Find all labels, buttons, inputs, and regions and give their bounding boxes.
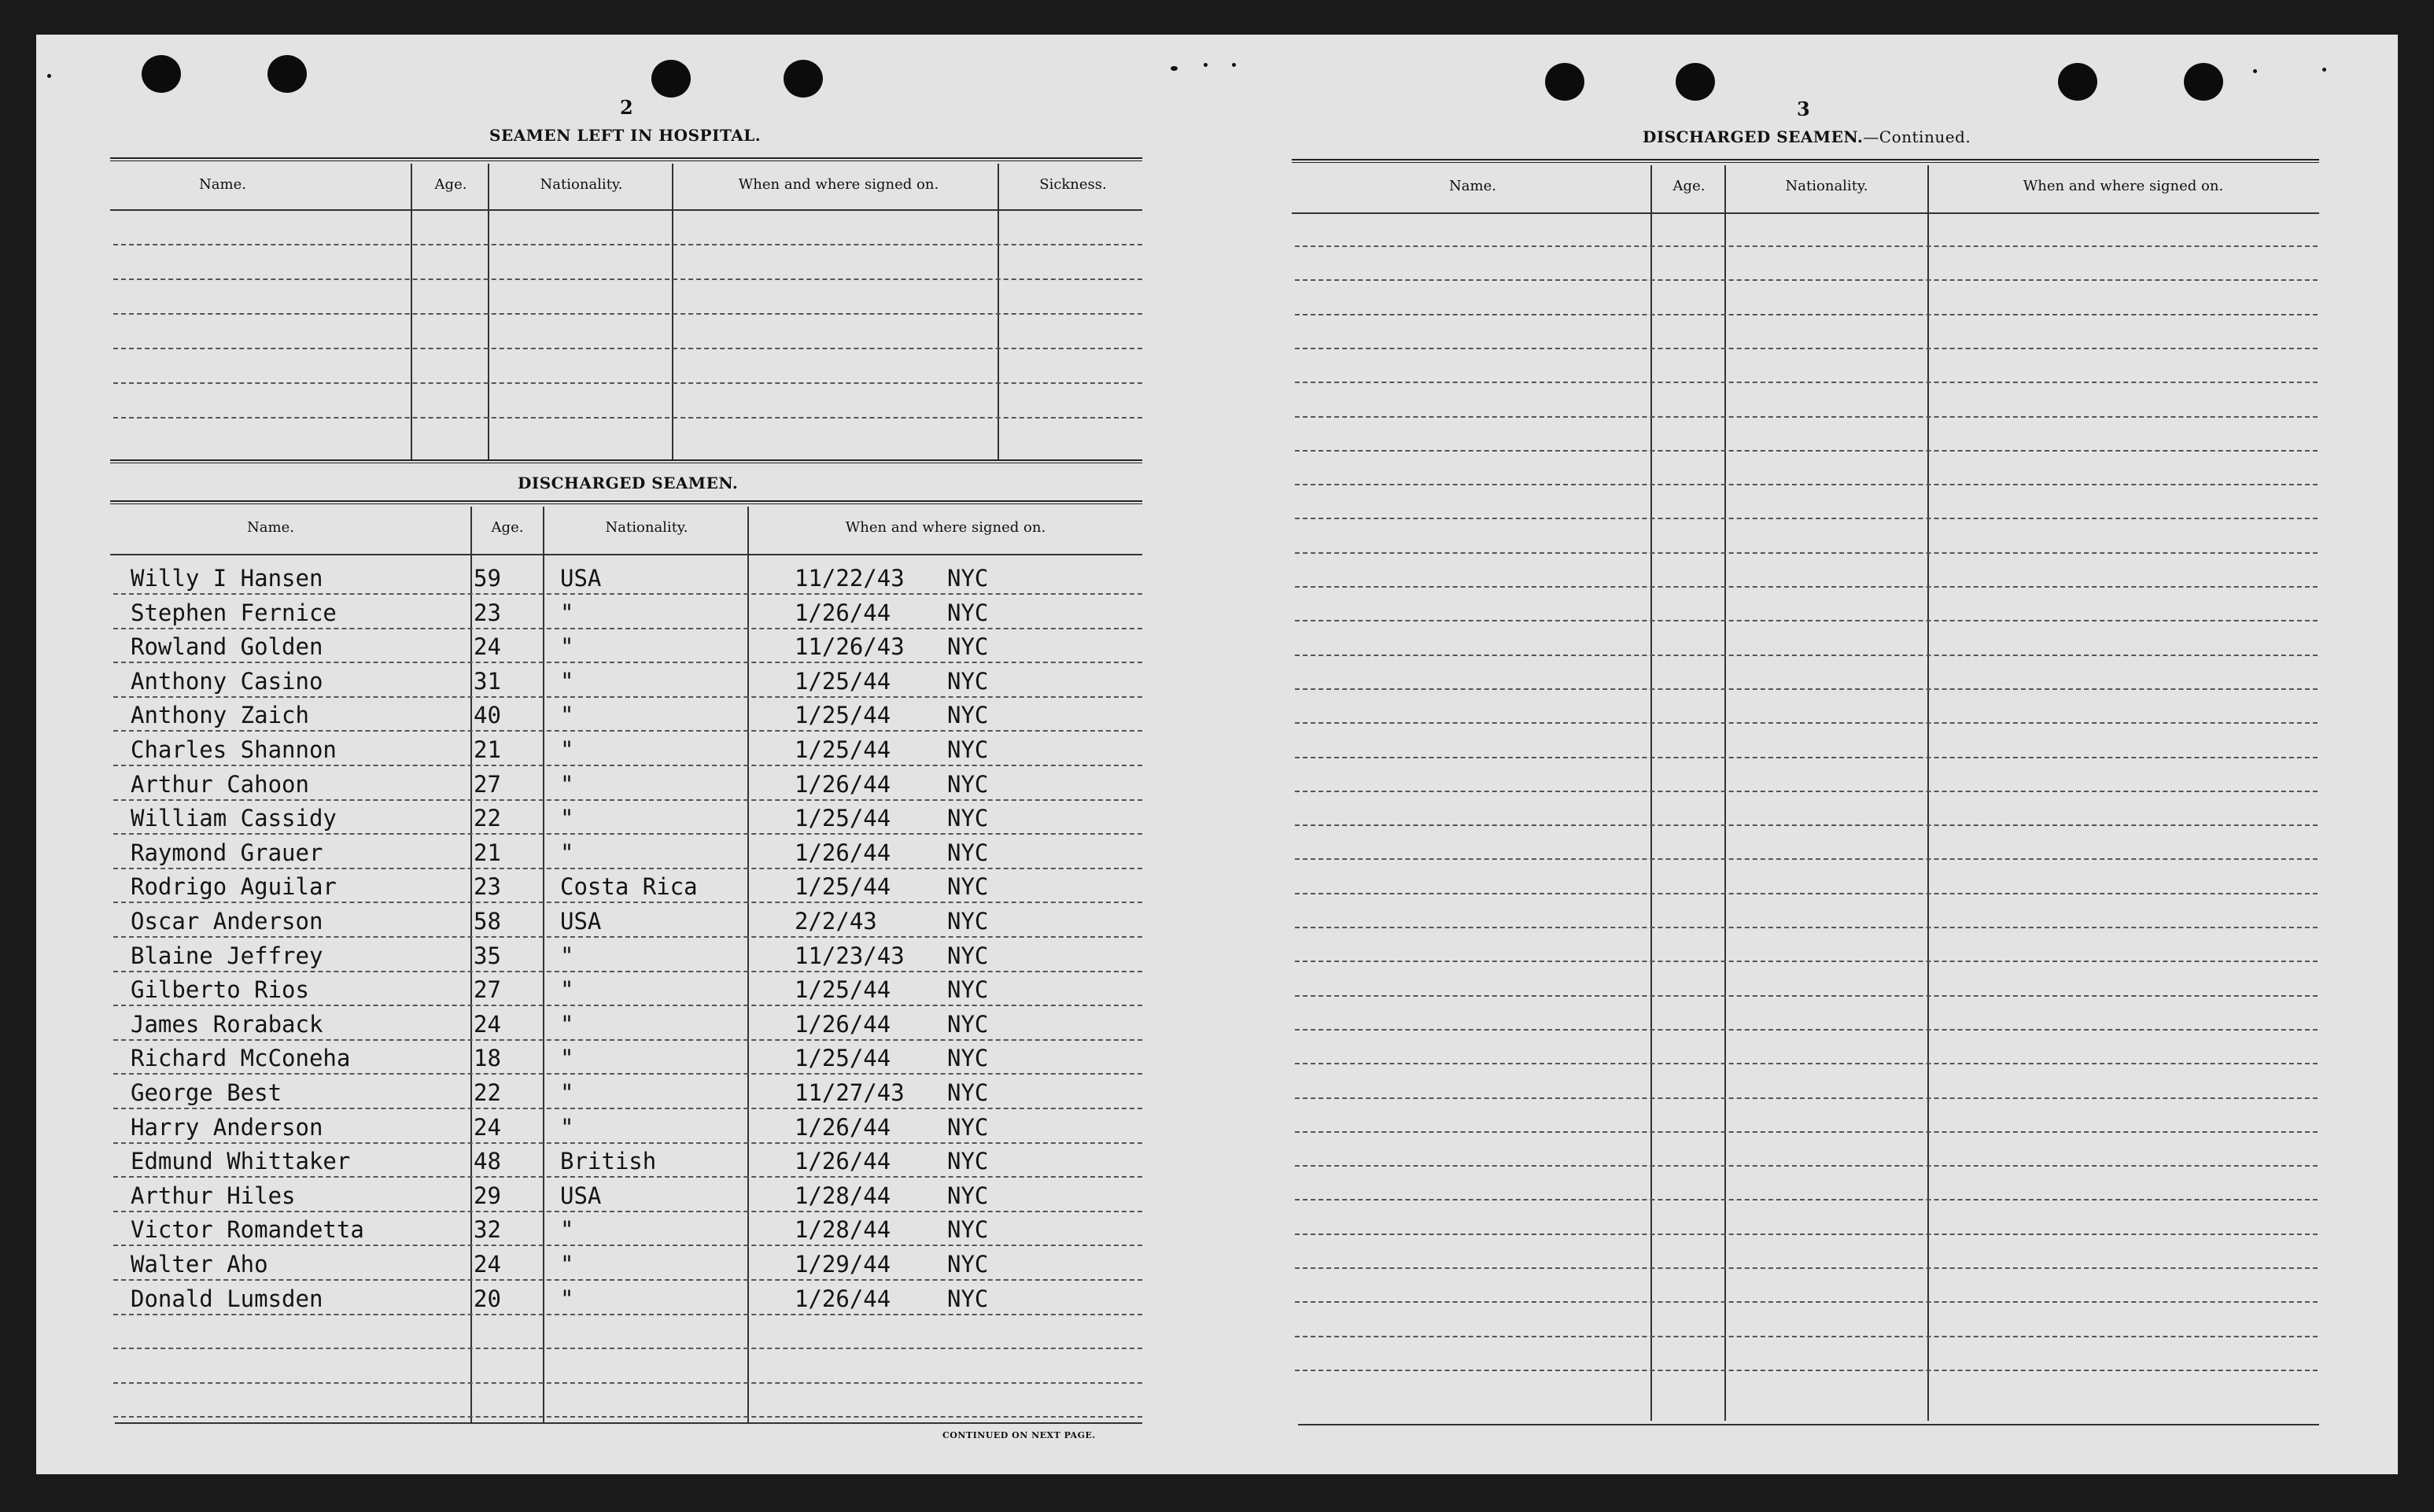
ruled-line	[1295, 1063, 2318, 1064]
ruled-line	[1295, 1301, 2318, 1303]
hospital-header-signed-on: When and where signed on.	[738, 176, 939, 193]
ruled-line	[1295, 757, 2318, 758]
signed-on-place: NYC	[947, 1285, 989, 1312]
seaman-name: Oscar Anderson	[131, 908, 323, 935]
hospital-header-age: Age.	[434, 176, 467, 193]
ruled-line	[1295, 348, 2318, 349]
ruled-line	[1295, 688, 2318, 690]
seaman-nationality: "	[560, 1010, 574, 1038]
ruled-line	[1295, 245, 2318, 247]
signed-on-date: 1/25/44	[795, 976, 891, 1004]
signed-on-date: 1/28/44	[795, 1216, 891, 1244]
ruled-line	[113, 868, 1142, 869]
discharged-col-divider	[470, 507, 472, 1422]
signed-on-date: 1/29/44	[795, 1251, 891, 1278]
ruled-line	[1295, 927, 2318, 928]
seaman-age: 18	[474, 1045, 501, 1072]
hospital-col-divider	[998, 164, 999, 459]
hospital-header-name: Name.	[199, 176, 246, 193]
signed-on-date: 1/26/44	[795, 599, 891, 626]
ruled-line	[1295, 1097, 2318, 1099]
ruled-line	[113, 1382, 1142, 1384]
hospital-header-rule	[110, 209, 1142, 211]
hospital-col-divider	[411, 164, 412, 459]
hospital-header-sickness: Sickness.	[1039, 176, 1107, 193]
seaman-age: 24	[474, 1113, 501, 1141]
seaman-nationality: USA	[560, 908, 602, 935]
seaman-nationality: "	[560, 633, 574, 661]
page-number: 3	[1797, 98, 1810, 120]
seaman-name: Richard McConeha	[131, 1045, 351, 1072]
seaman-age: 59	[474, 565, 501, 592]
seaman-nationality: "	[560, 599, 574, 626]
ruled-line	[113, 1314, 1142, 1315]
page-number: 2	[620, 96, 633, 119]
ruled-line	[1295, 791, 2318, 792]
ruled-line	[113, 1039, 1142, 1041]
ruled-line	[113, 765, 1142, 766]
signed-on-place: NYC	[947, 1010, 989, 1038]
signed-on-place: NYC	[947, 1113, 989, 1141]
signed-on-place: NYC	[947, 1079, 989, 1106]
signed-on-place: NYC	[947, 1251, 989, 1278]
ruled-line	[113, 1073, 1142, 1075]
signed-on-place: NYC	[947, 599, 989, 626]
seaman-name: Victor Romandetta	[131, 1216, 364, 1244]
ruled-line	[1295, 518, 2318, 519]
hospital-col-divider	[488, 164, 489, 459]
seaman-name: Willy I Hansen	[131, 565, 323, 592]
signed-on-place: NYC	[947, 942, 989, 969]
seaman-nationality: Costa Rica	[560, 873, 698, 901]
signed-on-place: NYC	[947, 702, 989, 729]
ruled-line	[113, 348, 1142, 349]
ruled-line	[113, 1416, 1142, 1418]
signed-on-place: NYC	[947, 770, 989, 798]
signed-on-date: 11/27/43	[795, 1079, 905, 1106]
ruled-line	[1295, 1234, 2318, 1235]
speck	[1232, 63, 1236, 67]
seaman-name: Arthur Hiles	[131, 1182, 296, 1209]
signed-on-place: NYC	[947, 1148, 989, 1175]
seaman-nationality: "	[560, 976, 574, 1004]
signed-on-date: 11/26/43	[795, 633, 905, 661]
signed-on-place: NYC	[947, 565, 989, 592]
seaman-nationality: British	[560, 1148, 657, 1175]
seaman-nationality: "	[560, 702, 574, 729]
discharged-header-nationality: Nationality.	[605, 519, 688, 536]
seaman-name: Anthony Zaich	[131, 702, 309, 729]
signed-on-place: NYC	[947, 873, 989, 901]
ruled-line	[1295, 1131, 2318, 1133]
signed-on-date: 1/25/44	[795, 667, 891, 695]
seaman-name: Walter Aho	[131, 1251, 268, 1278]
hospital-section-title: SEAMEN LEFT IN HOSPITAL.	[489, 126, 762, 145]
seaman-age: 58	[474, 908, 501, 935]
signed-on-date: 1/26/44	[795, 1010, 891, 1038]
seaman-name: Raymond Grauer	[131, 839, 323, 866]
ruled-line	[1295, 722, 2318, 724]
ruled-line	[1295, 1370, 2318, 1371]
ruled-line	[1295, 1267, 2318, 1269]
ruled-line	[113, 1211, 1142, 1212]
speck	[47, 74, 51, 78]
right-page	[1219, 35, 2398, 1474]
punch-hole	[784, 60, 823, 98]
seaman-nationality: "	[560, 1285, 574, 1312]
continued-top-rule	[1292, 159, 2319, 163]
signed-on-date: 1/25/44	[795, 736, 891, 763]
discharged-col-divider	[543, 507, 544, 1422]
ruled-line	[113, 417, 1142, 419]
signed-on-date: 1/26/44	[795, 770, 891, 798]
continued-col-divider	[1650, 165, 1652, 1421]
ruled-line	[113, 696, 1142, 698]
seaman-name: George Best	[131, 1079, 282, 1106]
seaman-name: Rodrigo Aguilar	[131, 873, 337, 901]
ruled-line	[113, 662, 1142, 663]
continued-col-divider	[1724, 165, 1726, 1421]
ruled-line	[1295, 961, 2318, 962]
ruled-line	[113, 313, 1142, 315]
seaman-name: Gilberto Rios	[131, 976, 309, 1004]
ruled-line	[113, 833, 1142, 835]
seaman-nationality: "	[560, 1113, 574, 1141]
seaman-name: Edmund Whittaker	[131, 1148, 351, 1175]
seaman-age: 31	[474, 667, 501, 695]
seaman-name: James Roraback	[131, 1010, 323, 1038]
seaman-age: 20	[474, 1285, 501, 1312]
ruled-line	[113, 278, 1142, 280]
seaman-age: 23	[474, 873, 501, 901]
seaman-name: Stephen Fernice	[131, 599, 337, 626]
seaman-age: 27	[474, 976, 501, 1004]
ruled-line	[113, 902, 1142, 903]
ruled-line	[113, 799, 1142, 801]
seaman-age: 35	[474, 942, 501, 969]
signed-on-date: 2/2/43	[795, 908, 877, 935]
ruled-line	[113, 593, 1142, 595]
punch-hole	[2184, 63, 2223, 101]
signed-on-date: 1/26/44	[795, 1148, 891, 1175]
seaman-age: 23	[474, 599, 501, 626]
discharged-bottom-rule	[115, 1422, 1142, 1424]
continued-header-rule	[1292, 212, 2319, 214]
ruled-line	[1295, 314, 2318, 315]
ruled-line	[113, 730, 1142, 732]
continued-header-nationality: Nationality.	[1785, 178, 1868, 194]
ruled-line	[1295, 1336, 2318, 1337]
left-page	[36, 35, 1219, 1474]
continued-header-age: Age.	[1672, 178, 1706, 194]
punch-hole	[267, 55, 307, 93]
seaman-name: William Cassidy	[131, 805, 337, 832]
signed-on-date: 1/25/44	[795, 873, 891, 901]
signed-on-place: NYC	[947, 805, 989, 832]
ruled-line	[113, 1142, 1142, 1144]
ruled-line	[1295, 382, 2318, 383]
continued-header-name: Name.	[1449, 178, 1496, 194]
signed-on-place: NYC	[947, 667, 989, 695]
discharged-header-age: Age.	[491, 519, 524, 536]
seaman-nationality: USA	[560, 565, 602, 592]
hospital-top-rule	[110, 157, 1142, 161]
ruled-line	[113, 936, 1142, 938]
ruled-line	[1295, 450, 2318, 452]
signed-on-date: 1/28/44	[795, 1182, 891, 1209]
hospital-bottom-rule	[110, 459, 1142, 463]
seaman-name: Rowland Golden	[131, 633, 323, 661]
continued-footer: CONTINUED ON NEXT PAGE.	[942, 1430, 1096, 1440]
ruled-line	[113, 1108, 1142, 1109]
signed-on-date: 1/26/44	[795, 1113, 891, 1141]
seaman-age: 22	[474, 1079, 501, 1106]
seaman-name: Donald Lumsden	[131, 1285, 323, 1312]
ruled-line	[1295, 1029, 2318, 1031]
seaman-age: 22	[474, 805, 501, 832]
signed-on-place: NYC	[947, 1182, 989, 1209]
seaman-age: 32	[474, 1216, 501, 1244]
signed-on-place: NYC	[947, 633, 989, 661]
discharged-top-rule	[110, 500, 1142, 504]
ruled-line	[1295, 858, 2318, 860]
signed-on-date: 11/22/43	[795, 565, 905, 592]
signed-on-place: NYC	[947, 976, 989, 1004]
hospital-col-divider	[672, 164, 673, 459]
ruled-line	[1295, 552, 2318, 554]
signed-on-place: NYC	[947, 736, 989, 763]
seaman-age: 21	[474, 736, 501, 763]
seaman-name: Arthur Cahoon	[131, 770, 309, 798]
ruled-line	[113, 382, 1142, 384]
ruled-line	[113, 244, 1142, 245]
continued-header-signed-on: When and where signed on.	[2023, 178, 2224, 194]
discharged-col-divider	[747, 507, 749, 1422]
signed-on-date: 1/25/44	[795, 1045, 891, 1072]
hospital-header-nationality: Nationality.	[540, 176, 623, 193]
signed-on-date: 1/26/44	[795, 1285, 891, 1312]
seaman-name: Anthony Casino	[131, 667, 323, 695]
seaman-age: 40	[474, 702, 501, 729]
ruled-line	[113, 1348, 1142, 1349]
speck	[2322, 68, 2326, 72]
ruled-line	[1295, 586, 2318, 588]
seaman-nationality: "	[560, 1079, 574, 1106]
signed-on-date: 1/26/44	[795, 839, 891, 866]
seaman-age: 24	[474, 1010, 501, 1038]
ruled-line	[113, 1005, 1142, 1006]
continued-col-divider	[1927, 165, 1929, 1421]
ruled-line	[113, 1279, 1142, 1281]
signed-on-place: NYC	[947, 839, 989, 866]
seaman-age: 24	[474, 633, 501, 661]
seaman-nationality: "	[560, 770, 574, 798]
seaman-name: Harry Anderson	[131, 1113, 323, 1141]
punch-hole	[142, 55, 181, 93]
signed-on-date: 1/25/44	[795, 702, 891, 729]
punch-hole	[1545, 63, 1584, 101]
ruled-line	[1295, 893, 2318, 894]
seaman-nationality: "	[560, 667, 574, 695]
speck	[1204, 63, 1208, 67]
seaman-nationality: "	[560, 736, 574, 763]
punch-hole	[651, 60, 691, 98]
discharged-header-signed-on: When and where signed on.	[845, 519, 1046, 536]
signed-on-place: NYC	[947, 908, 989, 935]
signed-on-place: NYC	[947, 1045, 989, 1072]
ruled-line	[1295, 655, 2318, 656]
seaman-name: Blaine Jeffrey	[131, 942, 323, 969]
seaman-nationality: "	[560, 839, 574, 866]
ruled-line	[1295, 484, 2318, 485]
punch-hole	[1676, 63, 1715, 101]
seaman-nationality: USA	[560, 1182, 602, 1209]
seaman-age: 29	[474, 1182, 501, 1209]
ruled-line	[1295, 1199, 2318, 1200]
speck	[2253, 69, 2257, 73]
seaman-age: 21	[474, 839, 501, 866]
seaman-name: Charles Shannon	[131, 736, 337, 763]
punch-hole	[2058, 63, 2097, 101]
discharged-header-name: Name.	[247, 519, 294, 536]
continued-bottom-rule	[1298, 1424, 2319, 1425]
signed-on-date: 11/23/43	[795, 942, 905, 969]
ruled-line	[113, 628, 1142, 629]
seaman-age: 24	[474, 1251, 501, 1278]
signed-on-place: NYC	[947, 1216, 989, 1244]
ruled-line	[1295, 620, 2318, 621]
discharged-header-rule	[110, 554, 1142, 555]
seaman-nationality: "	[560, 1045, 574, 1072]
discharged-continued-title: DISCHARGED SEAMEN.—Continued.	[1643, 127, 1971, 146]
seaman-age: 27	[474, 770, 501, 798]
discharged-section-title: DISCHARGED SEAMEN.	[518, 474, 739, 492]
ruled-line	[1295, 995, 2318, 997]
ruled-line	[113, 1176, 1142, 1178]
seaman-nationality: "	[560, 1251, 574, 1278]
seaman-nationality: "	[560, 942, 574, 969]
ruled-line	[113, 1245, 1142, 1246]
seaman-nationality: "	[560, 1216, 574, 1244]
signed-on-date: 1/25/44	[795, 805, 891, 832]
ruled-line	[1295, 416, 2318, 418]
seaman-nationality: "	[560, 805, 574, 832]
speck	[1171, 66, 1178, 71]
ruled-line	[113, 971, 1142, 972]
seaman-age: 48	[474, 1148, 501, 1175]
ruled-line	[1295, 1165, 2318, 1167]
ruled-line	[1295, 824, 2318, 826]
ruled-line	[1295, 279, 2318, 281]
